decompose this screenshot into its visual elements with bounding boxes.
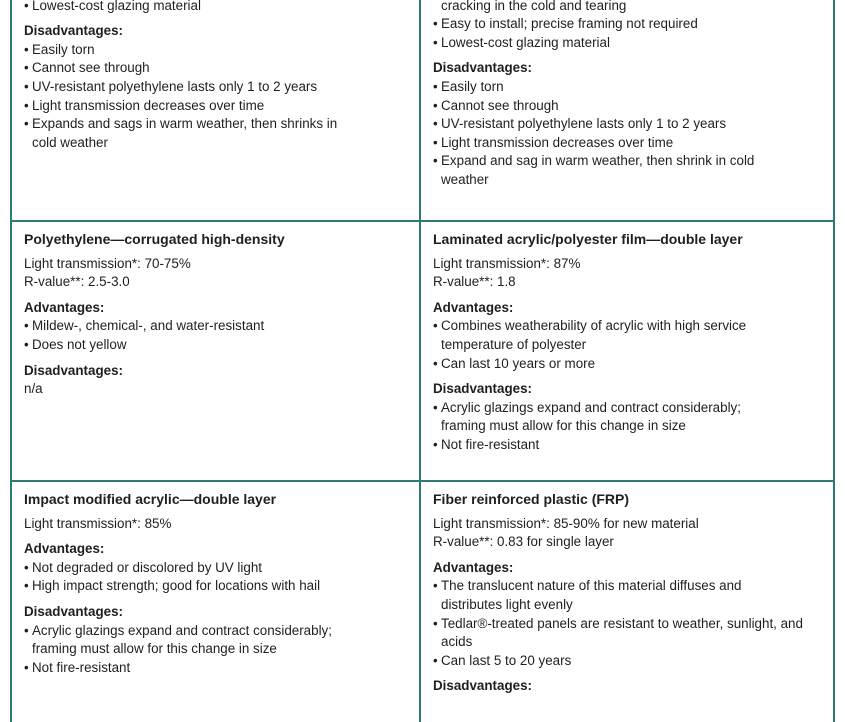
spec-line: Light transmission*: 70-75% — [24, 255, 191, 271]
list-item: • Mildew-, chemical-, and water-resistant — [24, 317, 407, 336]
list-item: • Expand and sag in warm weather, then shrink in cold weather — [433, 152, 801, 189]
list-item: • Easily torn — [433, 78, 819, 97]
advantages-heading: Advantages: — [433, 559, 514, 575]
advantages-heading: Advantages: — [24, 299, 105, 315]
list-item: • Can last 10 years or more — [433, 355, 819, 374]
list-item: • High impact strength; good for locations with hail — [24, 577, 407, 596]
disadvantages-heading: Disadvantages: — [24, 362, 123, 378]
list-item: • Combines weatherability of acrylic with high service temperature of polyester — [433, 317, 801, 354]
list-item: • Does not yellow — [24, 336, 407, 355]
disadvantages-list — [433, 78, 819, 190]
advantages-heading: Advantages: — [433, 299, 514, 315]
advantages-list — [433, 317, 819, 373]
advantages-list — [24, 317, 407, 354]
list-item: • UV-resistant polyethylene lasts only 1 to 2 years — [433, 115, 819, 134]
table-row — [12, 482, 833, 722]
spec-line: R-value**: 2.5-3.0 — [24, 274, 130, 290]
advantages-list — [433, 577, 819, 670]
spec-line: Light transmission*: 87% — [433, 255, 581, 271]
glazing-cell — [12, 222, 421, 480]
list-item: • Expands and sags in warm weather, then shrinks in cold weather — [24, 115, 362, 152]
glazing-cell — [12, 482, 421, 722]
list-item: • Can last 5 to 20 years — [433, 652, 819, 671]
disadvantages-heading: Disadvantages: — [24, 603, 123, 619]
disadvantages-text: n/a — [24, 381, 43, 397]
material-title: Polyethylene—corrugated high-density — [24, 231, 285, 247]
list-item: • Acrylic glazings expand and contract considerably; framing must allow for this change in size — [433, 399, 786, 436]
list-item: • Light transmission decreases over time — [24, 97, 407, 116]
list-item: • Easy to install; precise framing not required — [433, 15, 819, 34]
disadvantages-heading: Disadvantages: — [433, 381, 532, 397]
list-item: • Light transmission decreases over time — [433, 134, 819, 153]
material-title: Fiber reinforced plastic (FRP) — [433, 491, 630, 507]
list-item: • UV-resistant polyethylene lasts only 1 to 2 years — [24, 78, 407, 97]
spec-line: Light transmission*: 85-90% for new material — [433, 515, 699, 531]
glazing-cell — [421, 222, 831, 480]
list-item: • Easily torn — [24, 41, 407, 60]
list-item: • Cannot see through — [433, 97, 819, 116]
advantages-list — [24, 0, 407, 15]
list-item: • Cannot see through — [24, 59, 407, 78]
disadvantages-heading: Disadvantages: — [24, 23, 123, 39]
disadvantages-heading: Disadvantages: — [433, 678, 532, 694]
spec-line: Light transmission*: 85% — [24, 515, 172, 531]
spec-line: R-value**: 1.8 — [433, 274, 516, 290]
disadvantages-list — [24, 622, 407, 678]
table-row — [12, 0, 833, 222]
disadvantages-heading: Disadvantages: — [433, 60, 532, 76]
list-item: • Acrylic glazings expand and contract considerably; framing must allow for this change in size — [24, 622, 377, 659]
glazing-cell — [12, 0, 421, 220]
list-item: • Lowest-cost glazing material — [433, 34, 819, 53]
list-item: • Not degraded or discolored by UV light — [24, 559, 407, 578]
advantages-heading: Advantages: — [24, 541, 105, 557]
advantages-list — [24, 559, 407, 596]
table-row — [12, 222, 833, 482]
material-title: Impact modified acrylic—double layer — [24, 491, 277, 507]
list-item: • Tedlar®-treated panels are resistant to weather, sunlight, and acids — [433, 615, 821, 652]
disadvantages-list — [433, 399, 819, 455]
material-title: Laminated acrylic/polyester film—double layer — [433, 231, 743, 247]
glazing-cell — [421, 482, 831, 722]
disadvantages-list — [24, 41, 407, 153]
list-item: • Not fire-resistant — [433, 436, 819, 455]
glazing-comparison-table — [10, 0, 835, 722]
list-item: • cracking in the cold and tearing — [433, 0, 826, 15]
list-item: • Lowest-cost glazing material — [24, 0, 407, 15]
advantages-list — [433, 0, 819, 52]
list-item: • Not fire-resistant — [24, 659, 407, 678]
list-item: • The translucent nature of this material diffuses and distributes light evenly — [433, 577, 786, 614]
glazing-cell — [421, 0, 831, 220]
spec-line: R-value**: 0.83 for single layer — [433, 534, 614, 550]
